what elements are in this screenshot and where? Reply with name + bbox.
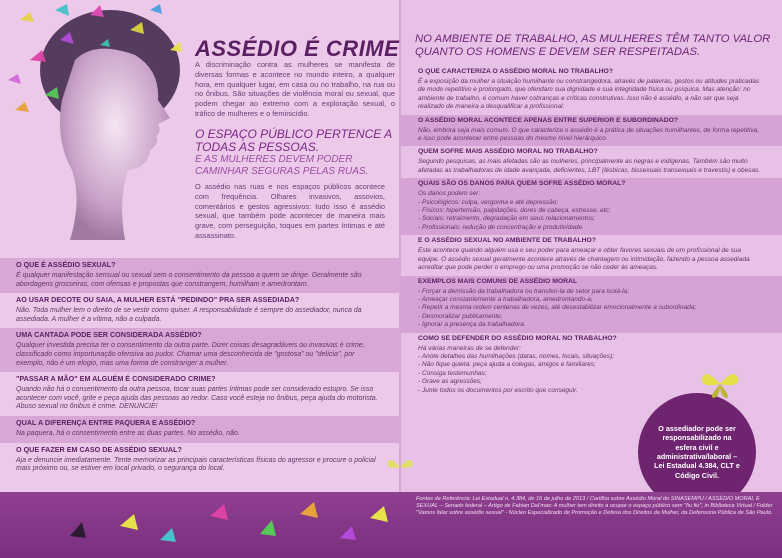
butterfly-icon [60, 496, 400, 556]
examples-list [418, 288, 764, 330]
qa-answer: É a exposição da mulher a situação humilhante ou constrangedora, através de palavras, gestos ou atitudes praticadas de modo repetitivo e prolongado, que ofendam sua dignidade e sua integridade física ou psíquica. Mas atenção: no ambiente de trabalho, é comum haver cobranças e críticas construtivas. Isso não é assédio, a não ser que seja realizado de maneira a desqualificar a profissional. [418, 78, 760, 111]
intro-text: A discriminação contra as mulheres se manifesta de diversas formas e acontece no mundo inteiro, a qualquer hora, em qualquer lugar, em casa ou no trabalho, na rua ou no ônibus. São situações de violência moral ou sexual, que podem chegar ao extremo com a exploração sexual, o tráfico de mulheres e o feminicídio. [195, 60, 395, 118]
qa-answer: Não. Toda mulher tem o direito de se vestir como quiser. A responsabilidade é sempre do assediador, nunca da assediada. A mulher é a vítima, não a culpada. [16, 307, 362, 323]
list-item: - Repetir a mesma ordem centenas de vezes, até desestabilizar emocionalmente a subordinada; [418, 304, 764, 312]
qa-question: E O ASSÉDIO SEXUAL NO AMBIENTE DE TRABALHO? [418, 237, 596, 245]
list-item: - Ameaçar constantemente a trabalhadora, amedrontando-a; [418, 296, 764, 304]
qa-answer: Aja e denuncie imediatamente. Tente memorizar as principais características físicas do agressor e procure o policial mais próximo ou, se estiver em local privado, o segurança do local. [16, 456, 376, 473]
qa-item [0, 372, 400, 416]
list-item: - Anote detalhes das humilhações (datas, nomes, locais, situações); [418, 353, 764, 361]
butterfly-icon [700, 368, 740, 400]
page-title: ASSÉDIO É CRIME [195, 36, 400, 61]
qa-item [400, 178, 782, 235]
qa-item [0, 328, 400, 372]
list-item: - Ignorar a presença da trabalhadora. [418, 321, 764, 329]
list-item: - Desmoralizar publicamente; [418, 313, 764, 321]
list-item: - Profissionais: redução de concentração e produtividade. [418, 224, 764, 232]
butterfly-icon [386, 455, 414, 479]
qa-answer-intro: Os danos podem ser: [418, 190, 481, 198]
list-item: - Psicológicos: culpa, vergonha e até depressão; [418, 199, 764, 207]
list-item: - Físicos: hipertensão, palpitações, dores de cabeça, estresse, etc; [418, 207, 764, 215]
qa-question: COMO SE DEFENDER DO ASSÉDIO MORAL NO TRABALHO? [418, 334, 617, 342]
woman-profile-illustration [0, 0, 200, 250]
public-space-subheading: E AS MULHERES DEVEM PODER CAMINHAR SEGURAS PELAS RUAS. [195, 154, 369, 177]
damage-list [418, 199, 764, 233]
qa-question: QUEM SOFRE MAIS ASSÉDIO MORAL NO TRABALHO? [418, 148, 598, 156]
qa-question: O QUE CARACTERIZA O ASSÉDIO MORAL NO TRABALHO? [418, 68, 613, 75]
qa-question: "PASSAR A MÃO" EM ALGUÉM É CONSIDERADO CRIME? [16, 374, 216, 384]
qa-item [400, 146, 782, 178]
qa-item [0, 293, 400, 328]
qa-item [0, 443, 400, 478]
list-item: - Sociais: retraimento, degradação em seus relacionamentos; [418, 215, 764, 223]
qa-answer: Quando não há o consentimento da outra pessoa, tocar suas partes íntimas pode ser considerado estupro. Se isso acontecer com você, grite e peça ajuda das pessoas ao redor. Caso você esteja no ônibus, peça ajuda do motorista. Abuso sexual no ônibus é crime. DENUNCIE! [16, 386, 378, 411]
qa-question: QUAL A DIFERENÇA ENTRE PAQUERA E ASSÉDIO? [16, 417, 196, 427]
list-item: - Junte todos os documentos por escrito que conseguir. [418, 387, 764, 395]
list-item: - Não fique quieta: peça ajuda a colegas, amigos e familiares; [418, 361, 764, 369]
qa-answer: Este acontece quando alguém usa o seu poder para ameaçar e obter favores sexuais de um profissional de sua equipe. O assédio sexual geralmente acontece através de chantagem ou intimidação, fazendo a pessoa assediada acreditar que pode perder o emprego ou uma promoção se não ceder às ameaças. [418, 247, 750, 272]
legal-responsibility-text: O assediador pode ser responsabilizado na esfera civil e administrativa/laboral – Lei Estadual 4.384, CLT e Código Civil. [654, 423, 740, 480]
qa-answer: Segundo pesquisas, as mais afetadas são as mulheres, principalmente as negras e indígenas. Também são muito afetadas as trabalhadoras de idade avançada, deficientes, LBT (lésbicas, bissexuais transexuais e travestis) e obesas. [418, 158, 761, 174]
street-harassment-text: O assédio nas ruas e nos espaços públicos acontece com frequência. Olhares invasivos, assovios, comentários e gestos agressivos: tudo isso é assédio sexual, que também pode acontecer de maneira mais grave, com perseguição, toques em partes íntimas e até assassinato. [195, 182, 385, 240]
qa-question: EXEMPLOS MAIS COMUNS DE ASSÉDIO MORAL [418, 277, 578, 285]
list-item: - Forçar a demissão da trabalhadora ou transferi-la de setor para isolá-la; [418, 288, 764, 296]
qa-item [400, 115, 782, 147]
qa-item [400, 235, 782, 275]
qa-question: UMA CANTADA PODE SER CONSIDERADA ASSÉDIO? [16, 330, 202, 340]
qa-question: QUAIS SÃO OS DANOS PARA QUEM SOFRE ASSÉDIO MORAL? [418, 180, 626, 188]
list-item: - Consiga testemunhas; [418, 370, 764, 378]
qa-question: O ASSÉDIO MORAL ACONTECE APENAS ENTRE SUPERIOR E SUBORDINADO? [418, 116, 679, 124]
public-space-heading: O ESPAÇO PÚBLICO PERTENCE A TODAS AS PESSOAS. [195, 127, 392, 154]
qa-question: O QUE FAZER EM CASO DE ASSÉDIO SEXUAL? [16, 444, 182, 454]
qa-answer [400, 189, 782, 235]
qa-answer: Na paquera, há o consentimento entre as duas partes. No assédio, não. [16, 429, 240, 437]
qa-answer: Qualquer investida precisa ter o consentimento da outra parte. Dizer coisas desagradáveis ou invasivas é crime, classificado como importunação ofensiva ao pudor. Chamar uma desconhecida de "gostosa" ou "delícia", por exemplo, não é um elogio, mas uma forma de constranger a mulher. [16, 342, 365, 367]
qa-item [0, 258, 400, 293]
qa-item [0, 416, 400, 443]
qa-question: AO USAR DECOTE OU SAIA, A MULHER ESTÁ "PEDINDO" PRA SER ASSEDIADA? [16, 295, 300, 305]
references-text: Fontes de Referência: Lei Estadual n. 4.384, de 16 de julho de 2013 / Cartilha sobre Assédio Moral do SINASEMPU / ASSÉDIO MORAL E SEXUAL – Senado federal – Artigo de Fabian Dal'mas: A mulher tem direito a ocupar o espaço público sem "fiu fiu", in Biblioteca Virtual / Folder "Vamos falar sobre assédio sexual" - Núcleo Especializado de Promoção e Defesa dos Direitos da Mulher, da Defensoria Pública de São Paulo. [416, 496, 773, 517]
left-qa-section [0, 258, 400, 478]
list-item: - Grave as agressões; [418, 378, 764, 386]
qa-item [400, 276, 782, 333]
qa-answer-intro: Há várias maneiras de se defender: [418, 344, 521, 352]
qa-answer [400, 287, 782, 333]
qa-answer: É qualquer manifestação sensual ou sexual sem o consentimento da pessoa a quem se dirige. Geralmente são abordagens grosseiras, com ofensas e propostas que constrangem, humilham e amedrontam. [16, 272, 362, 288]
right-qa-section [400, 66, 782, 398]
qa-item [400, 66, 782, 115]
work-headline: NO AMBIENTE DE TRABALHO, AS MULHERES TÊM TANTO VALOR QUANTO OS HOMENS E DEVEM SER RESPEITADAS. [415, 33, 771, 58]
qa-answer: Não, embora seja mais comum. O que caracteriza o assédio é a prática de situações humilhantes, de forma repetitiva, e isso pode acontecer entre pessoas do mesmo nível hierárquico. [418, 126, 760, 143]
qa-question: O QUE É ASSÉDIO SEXUAL? [16, 260, 116, 269]
